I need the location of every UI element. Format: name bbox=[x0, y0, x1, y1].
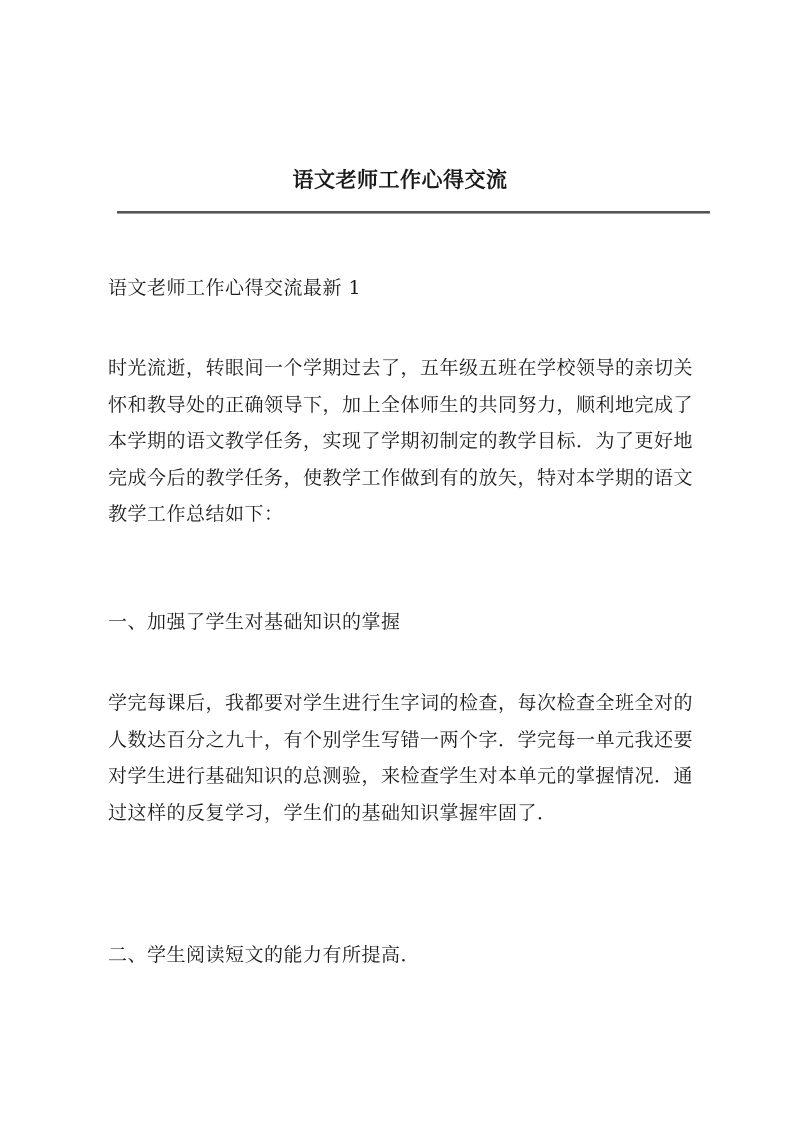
document-subtitle: 语文老师工作心得交流最新 1 bbox=[108, 277, 362, 299]
section-heading-1: 一、加强了学生对基础知识的掌握 bbox=[108, 611, 401, 633]
body-paragraph-1: 时光流逝，转眼间一个学期过去了，五年级五班在学校领导的亲切关怀和教导处的正确领导下，加上全体师生的共同努力，顺利地完成了本学期的语文教学任务，实现了学期初制定的教学目标．为了更好地完成今后的教学任务，使教学工作做到有的放矢，特对本学期的语文教学工作总结如下： bbox=[108, 357, 694, 525]
document-title: 语文老师工作心得交流 bbox=[292, 167, 508, 192]
body-paragraph-2: 学完每课后，我都要对学生进行生字词的检查，每次检查全班全对的人数达百分之九十，有个别学生写错一两个字．学完每一单元我还要对学生进行基础知识的总测验，来检查学生对本单元的掌握情况．通过这样的反复学习，学生们的基础知识掌握牢固了． bbox=[108, 692, 694, 824]
title-divider bbox=[117, 211, 710, 214]
section-heading-2: 二、学生阅读短文的能力有所提高． bbox=[108, 944, 421, 966]
